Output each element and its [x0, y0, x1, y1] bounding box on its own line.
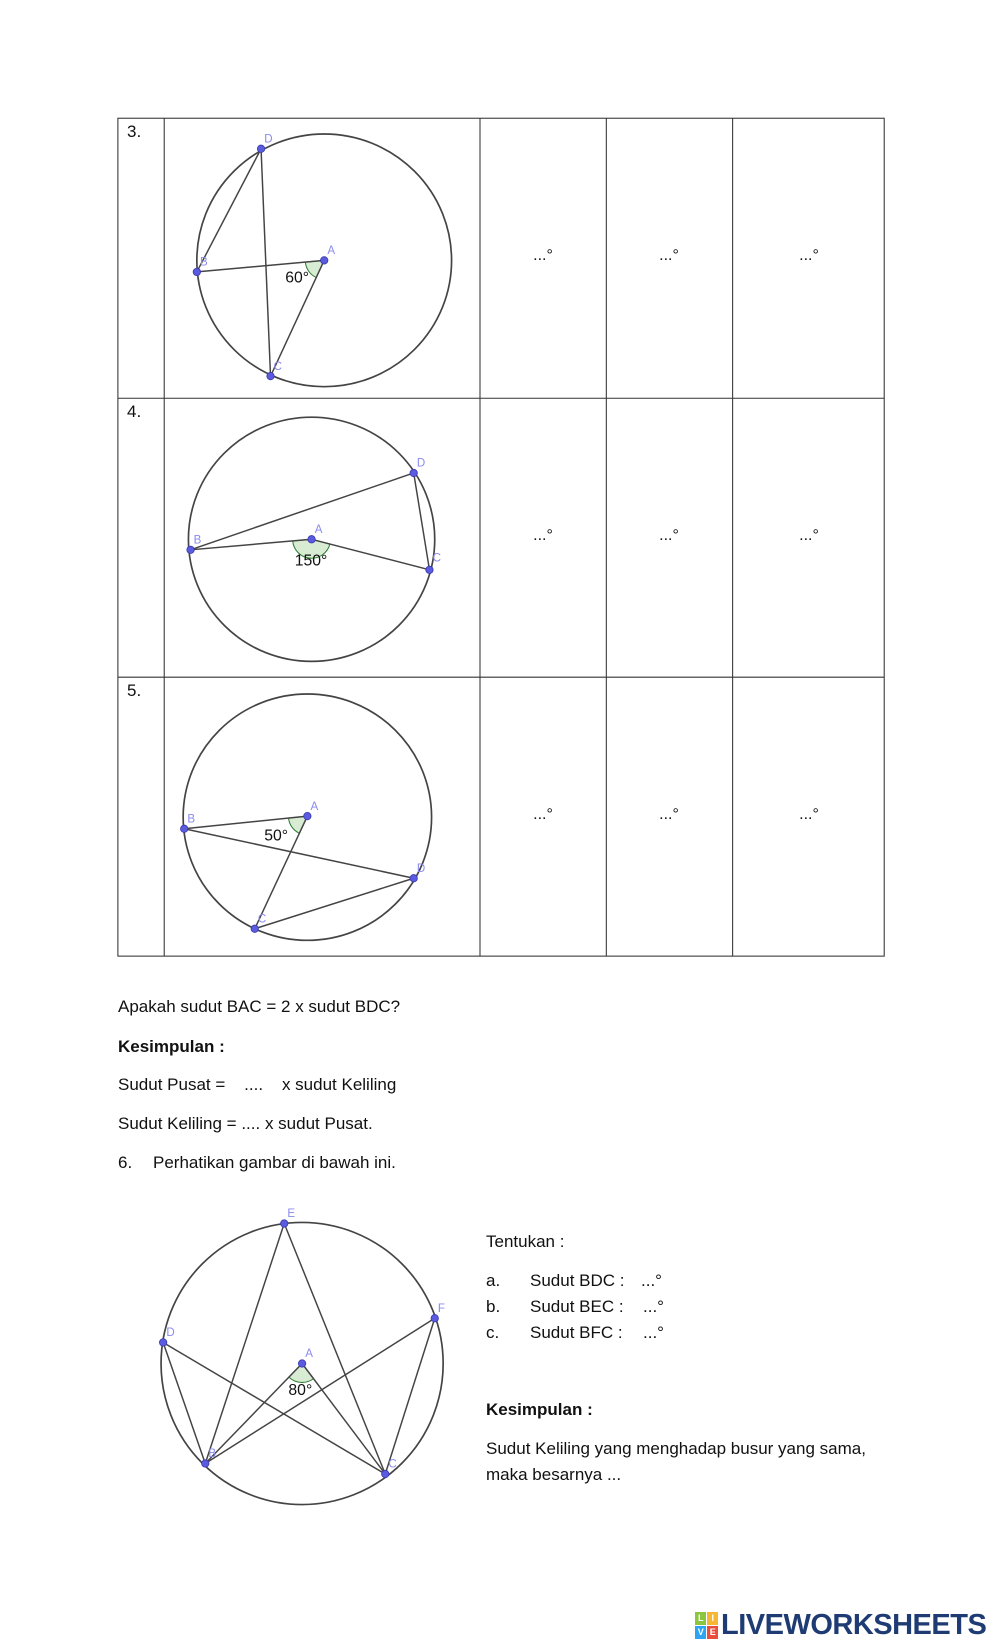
- point-label-D: D: [264, 133, 273, 146]
- point-A: [321, 257, 328, 264]
- segment-FB: [205, 1318, 434, 1463]
- point-label-C: C: [257, 913, 267, 926]
- segment-AC: [302, 1364, 385, 1475]
- point-B: [202, 1460, 209, 1467]
- point-D: [159, 1339, 166, 1346]
- segment-DC: [163, 1342, 385, 1474]
- answer-cell[interactable]: ...°: [659, 806, 679, 823]
- angle-label-3: 60°: [285, 269, 310, 287]
- point-D: [410, 469, 417, 476]
- question-text: Apakah sudut BAC = 2 x sudut BDC?: [118, 997, 401, 1016]
- item-answer[interactable]: ...°: [641, 1271, 662, 1290]
- point-label-A: A: [314, 523, 323, 536]
- tentukan-label: Tentukan :: [486, 1232, 565, 1251]
- item-answer[interactable]: ...°: [643, 1297, 664, 1316]
- answer-cell[interactable]: ...°: [659, 527, 679, 544]
- logo-tile: E: [707, 1626, 718, 1639]
- conclusion-line: Sudut Pusat = .... x sudut Keliling: [118, 1075, 397, 1094]
- conclusion-line-6: maka besarnya ...: [486, 1465, 622, 1484]
- segment-FC: [385, 1318, 434, 1474]
- conclusion-title-6: Kesimpulan :: [486, 1400, 593, 1419]
- segment-AB: [205, 1364, 302, 1464]
- item-letter: c.: [486, 1323, 500, 1342]
- point-C: [251, 925, 258, 932]
- point-B: [187, 546, 194, 553]
- segment-DC: [261, 149, 270, 376]
- point-label-D: D: [416, 457, 426, 470]
- point-label-A: A: [310, 800, 319, 813]
- point-D: [410, 875, 417, 882]
- item-answer[interactable]: ...°: [643, 1323, 664, 1342]
- segment-DB: [163, 1342, 205, 1463]
- logo-text: LIVEWORKSHEETS: [721, 1609, 987, 1641]
- point-label-C: C: [432, 552, 441, 565]
- point-label-A: A: [305, 1348, 313, 1361]
- segment-BD: [191, 473, 414, 550]
- item-label: Sudut BFC :: [530, 1323, 623, 1342]
- point-C: [426, 566, 433, 573]
- logo-tiles-icon: [695, 1612, 718, 1639]
- point-A: [304, 812, 311, 819]
- segment-AC: [312, 539, 430, 570]
- answer-cell[interactable]: ...°: [659, 247, 679, 264]
- point-label-E: E: [287, 1208, 296, 1221]
- point-B: [181, 825, 188, 832]
- circle-figure-6: [159, 1208, 444, 1504]
- point-F: [431, 1315, 438, 1322]
- circle-figure-3: [193, 133, 451, 386]
- point-D: [257, 145, 264, 152]
- logo-tile: I: [707, 1612, 718, 1625]
- angle-label-6: 80°: [288, 1382, 313, 1400]
- conclusion-line-6: Sudut Keliling yang menghadap busur yang sama,: [486, 1439, 866, 1458]
- row-number: 4.: [127, 402, 142, 421]
- item-letter: a.: [486, 1271, 501, 1290]
- answer-cell[interactable]: ...°: [533, 247, 553, 264]
- item-label: Sudut BDC :: [530, 1271, 625, 1290]
- point-label-A: A: [327, 245, 336, 258]
- point-E: [281, 1220, 288, 1227]
- segment-CD: [255, 878, 414, 929]
- answer-cell[interactable]: ...°: [799, 806, 819, 823]
- point-label-D: D: [416, 862, 426, 875]
- segment-DC: [414, 473, 430, 570]
- point-A: [308, 536, 315, 543]
- question-6-prompt: Perhatikan gambar di bawah ini.: [153, 1153, 396, 1172]
- angle-label-4: 150°: [294, 552, 328, 570]
- point-label-C: C: [273, 360, 283, 373]
- point-label-B: B: [187, 813, 196, 826]
- answer-cell[interactable]: ...°: [799, 247, 819, 264]
- circle-figure-5: [181, 694, 432, 940]
- point-C: [382, 1470, 389, 1477]
- segment-EB: [205, 1224, 284, 1464]
- row-number: 5.: [127, 681, 142, 700]
- answer-cell[interactable]: ...°: [533, 527, 553, 544]
- conclusion-title: Kesimpulan :: [118, 1037, 225, 1056]
- point-A: [298, 1360, 305, 1367]
- point-B: [193, 268, 200, 275]
- liveworksheets-logo: [695, 1609, 986, 1642]
- segment-BD: [184, 829, 413, 878]
- logo-tile: L: [695, 1612, 706, 1625]
- point-label-B: B: [208, 1448, 217, 1461]
- answer-cell[interactable]: ...°: [799, 527, 819, 544]
- point-label-B: B: [193, 534, 202, 547]
- point-label-F: F: [437, 1302, 445, 1315]
- item-letter: b.: [486, 1297, 501, 1316]
- conclusion-line: Sudut Keliling = .... x sudut Pusat.: [118, 1114, 373, 1133]
- point-label-C: C: [388, 1458, 397, 1471]
- point-label-B: B: [200, 256, 208, 269]
- angle-label-5: 50°: [264, 827, 289, 845]
- answer-cell[interactable]: ...°: [533, 806, 553, 823]
- circle-figure-4: [187, 417, 441, 661]
- row-number: 3.: [127, 122, 142, 141]
- question-6-number: 6.: [118, 1153, 133, 1172]
- point-label-D: D: [166, 1327, 175, 1340]
- segment-EC: [284, 1224, 385, 1475]
- item-label: Sudut BEC :: [530, 1297, 624, 1316]
- logo-tile: V: [695, 1626, 706, 1639]
- point-C: [267, 372, 274, 379]
